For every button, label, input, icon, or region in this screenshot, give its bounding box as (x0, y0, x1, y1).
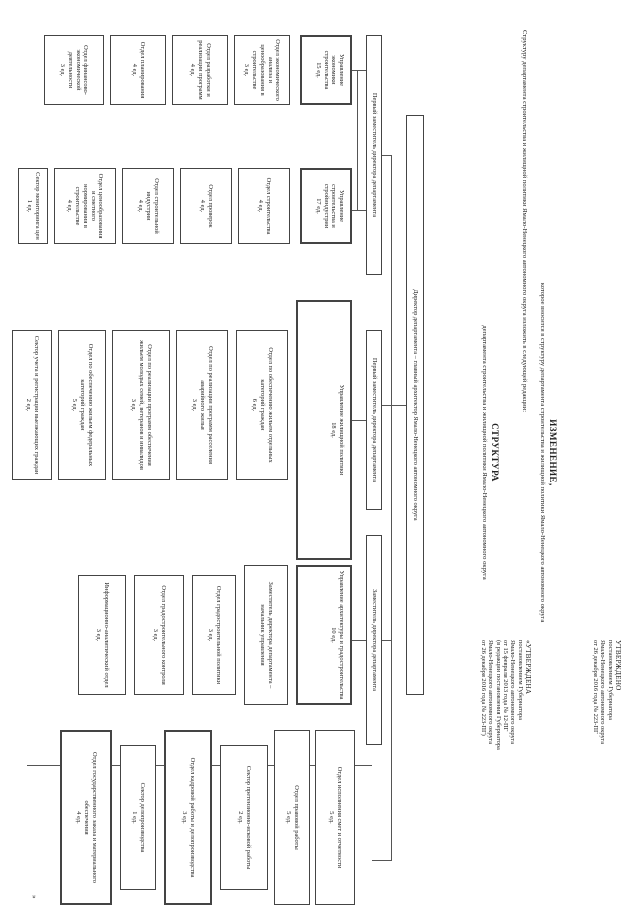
housing-head-box: Управление жилищной политики 18 ед. (296, 300, 352, 560)
connector (358, 210, 366, 211)
approval-line: постановлением Губернатора (606, 640, 614, 720)
direct-unit-box: Отдел исполнения смет и отчетности 5 ед. (315, 730, 355, 905)
connector (357, 70, 358, 210)
construction-unit-box: Отдел строительной индустрии 4 ед. (122, 168, 174, 244)
direct-unit-box: Отдел государственного заказа и материального обеспечения 4 ед. (60, 730, 112, 905)
construction-head-box: Управление строительства и стройиндустрии 17 ед. (300, 168, 352, 244)
connector (352, 640, 366, 641)
housing-unit-box: Отдел по обеспечению жильем отдельных категорий граждан 6 ед. (236, 330, 288, 480)
construction-unit-box: Отдел строительства 4 ед. (238, 168, 290, 244)
direct-unit-box: Отдел правовой работы 5 ед. (274, 730, 310, 905)
structure-subtitle: департамента строительства и жилищной политики Ямало-Ненецкого автономного округа (481, 325, 488, 580)
housing-unit-box: Отдел по реализации программ расселения аварийного жилья 3 ед. (176, 330, 228, 480)
housing-unit-box: Отдел по реализации программ обеспечения жильем молодых семей, ветеранов и инвалидов 3 ед. (112, 330, 170, 480)
housing-unit-box: Сектор учета и регистрации выезжающих граждан 2 ед. (12, 330, 52, 480)
document-title: ИЗМЕНЕНИЕ, (548, 419, 558, 486)
connector (372, 860, 392, 861)
approval2-line: (в редакции постановления Губернатора (494, 640, 502, 750)
approval2-line: Ямало-Ненецкого автономного округа (509, 640, 517, 745)
connector (352, 420, 366, 421)
page-mark: » (30, 895, 38, 899)
deputy-box-first-left: Первый заместитель директора департамента (366, 35, 382, 275)
approval-line: Ямало-Ненецкого автономного округа (599, 640, 607, 745)
construction-unit-box: Отдел проверок 4 ед. (180, 168, 232, 244)
housing-unit-box: Отдел по обеспечению жильем федеральных категорий граждан 5 ед. (58, 330, 106, 480)
direct-unit-box: Сектор делопроизводства 1 ед. (120, 745, 156, 890)
connector (358, 70, 366, 71)
connector (391, 155, 392, 860)
economics-unit-box: Отдел экономического анализа и ценообразования в строительстве 3 ед. (234, 35, 290, 105)
architecture-unit-box: Заместитель директора департамента – начальник управления (244, 565, 288, 705)
direct-unit-box: Отдел кадровой работы и делопроизводства 3 ед. (164, 730, 212, 905)
director-box: Директор департамента – главный архитектор Ямало-Ненецкого автономного округа (406, 115, 424, 695)
approval-head: УТВЕРЖДЕНО (614, 640, 622, 691)
deputy-box-right: Заместитель директора департамента (366, 535, 382, 745)
approval2-line: от 26 декабря 2016 года № 223-ПГ) (479, 640, 487, 736)
economics-unit-box: Отдел финансово-экономической деятельности 3 ед. (44, 35, 104, 105)
connector (382, 405, 392, 406)
approval-line: от 26 декабря 2016 года № 223-ПГ (592, 640, 599, 734)
architecture-unit-box: Отдел градостроительной политики 3 ед. (192, 575, 236, 695)
economics-unit-box: Отдел планирования 4 ед. (110, 35, 166, 105)
architecture-unit-box: Отдел градостроительного контроля 3 ед. (134, 575, 184, 695)
intro-text: Структуру департамента строительства и жилищной политики Ямало-Ненецкого автономного округа изложить в следующей редакции: (521, 30, 528, 413)
approval-block (592, 640, 622, 744)
approval2-line: от 15 февраля 2013 года № 12-ПГ (502, 640, 509, 732)
approval2-line: Ямало-Ненецкого автономного округа (487, 640, 495, 745)
connector (382, 640, 392, 641)
construction-unit-box: Отдел ценообразования и сметного нормирования в строительстве 4 ед. (54, 168, 116, 244)
architecture-unit-box: Информационно-аналитический отдел 3 ед. (78, 575, 126, 695)
architecture-head-box: Управление архитектуры и градостроительства 10 ед. (296, 565, 352, 705)
economics-unit-box: Отдел разработки и реализации программ 4 ед. (172, 35, 228, 105)
document-subtitle: которое вносится в структуру департамента строительства и жилищной политики Ямало-Ненецкого автономного округа (539, 282, 546, 623)
deputy-box-first-mid: Первый заместитель директора департамента (366, 330, 382, 510)
economics-head-box: Управление экономики строительства 15 ед. (300, 35, 352, 105)
construction-unit-box: Сектор мониторинга цен 1 ед. (18, 168, 48, 244)
approval2-line: постановлением Губернатора (516, 640, 524, 720)
connector (352, 210, 358, 211)
direct-unit-box: Сектор претензионно-исковой работы 2 ед. (220, 745, 268, 890)
connector (392, 405, 406, 406)
approval2-head: «УТВЕРЖДЕНА (524, 640, 532, 695)
structure-title: СТРУКТУРА (490, 423, 500, 482)
connector (352, 70, 358, 71)
connector (382, 155, 392, 156)
